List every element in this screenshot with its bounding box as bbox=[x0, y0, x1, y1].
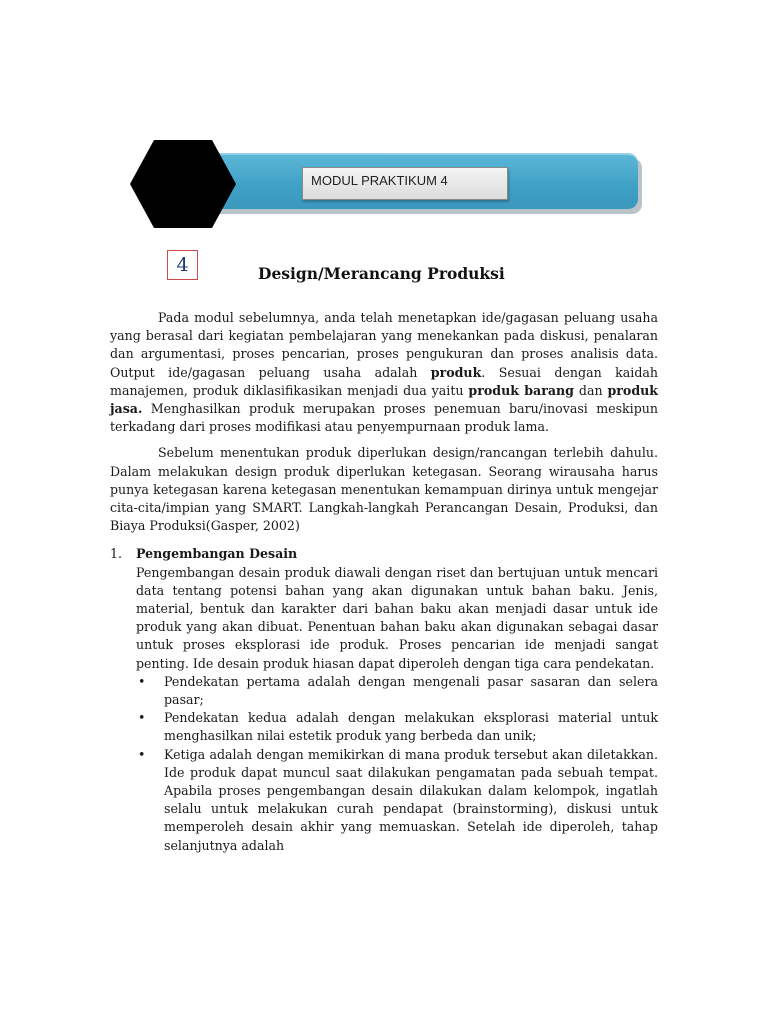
text-run: . Sesuai dengan kaidah manajemen, produk diklasifikasikan menjadi dua yaitu bbox=[110, 364, 659, 398]
bullet-list bbox=[136, 673, 658, 855]
hexagon-icon bbox=[130, 140, 236, 228]
list-item-text: Pendekatan pertama adalah dengan mengenali pasar sasaran dan selera pasar; bbox=[164, 673, 658, 708]
bullet-icon: • bbox=[138, 673, 146, 689]
section-pengembangan-desain bbox=[110, 545, 658, 854]
section-text: Pengembangan desain produk diawali dengan riset dan bertujuan untuk mencari data tentang potensi bahan yang akan digunakan untuk bahan baku. Jenis, material, bentuk dan karakter dari bahan baku akan menjadi dasar untuk ide produk yang akan dibuat. Penentuan bahan baku akan digunakan sebagai dasar untuk proses eksplorasi ide produk. Proses pencarian ide menjadi sangat penting. Ide desain produk hiasan dapat diperoleh dengan tiga cara pendekatan. bbox=[136, 564, 658, 671]
text-run: Pada modul sebelumnya, anda telah menetapkan ide/gagasan peluang usaha yang berasal dari kegiatan pembelajaran yang menekankan pada diskusi, penalaran dan argumentasi, proses pencarian, proses pengukuran dan proses analisis data. Output ide/gagasan peluang usaha adalah bbox=[110, 310, 658, 380]
bold-term: produk barang bbox=[468, 382, 574, 398]
bold-term: produk jasa. bbox=[110, 382, 659, 417]
paragraph-design: Sebelum menentukan produk diperlukan design/rancangan terlebih dahulu. Dalam melakukan design produk diperlukan ketegasan. Seorang wirausaha harus punya ketegasan karena ketegasan menentukan kemampuan dirinya untuk mengejar cita-cita/impian yang SMART. Langkah-langkah Perancangan Desain, Produksi, dan Biaya Produksi(Gasper, 2002) bbox=[110, 445, 658, 534]
list-item bbox=[136, 673, 658, 709]
section-number: 1. bbox=[110, 546, 123, 562]
chapter-title: Design/Merancang Produksi bbox=[258, 264, 505, 283]
list-item-text: Ketiga adalah dengan memikirkan di mana produk tersebut akan diletakkan. Ide produk dapat muncul saat dilakukan pengamatan pada sebuah tempat. Apabila proses pengembangan desain dilakukan dalam kelompok, ingatlah selalu untuk melakukan curah pendapat (brainstorming), diskusi untuk memperoleh desain akhir yang memuaskan. Setelah ide diperoleh, tahap selanjutnya adalah bbox=[164, 746, 658, 853]
module-label: MODUL PRAKTIKUM 4 bbox=[302, 167, 508, 200]
list-item bbox=[136, 709, 658, 745]
list-item-text: Pendekatan kedua adalah dengan melakukan eksplorasi material untuk menghasilkan nilai estetik produk yang berbeda dan unik; bbox=[164, 710, 658, 744]
paragraph-intro bbox=[110, 309, 658, 436]
bullet-icon: • bbox=[138, 746, 146, 762]
section-title: Pengembangan Desain bbox=[136, 546, 298, 562]
document-body bbox=[110, 309, 658, 855]
list-item bbox=[136, 746, 658, 855]
bullet-icon: • bbox=[138, 710, 146, 726]
text-run: Menghasilkan produk merupakan proses penemuan baru/inovasi meskipun terkadang dari proses modifikasi atau penyempurnaan produk lama. bbox=[110, 401, 658, 435]
bold-term: produk bbox=[430, 364, 482, 380]
chapter-number: 4 bbox=[167, 250, 198, 280]
text-run: dan bbox=[573, 382, 608, 398]
